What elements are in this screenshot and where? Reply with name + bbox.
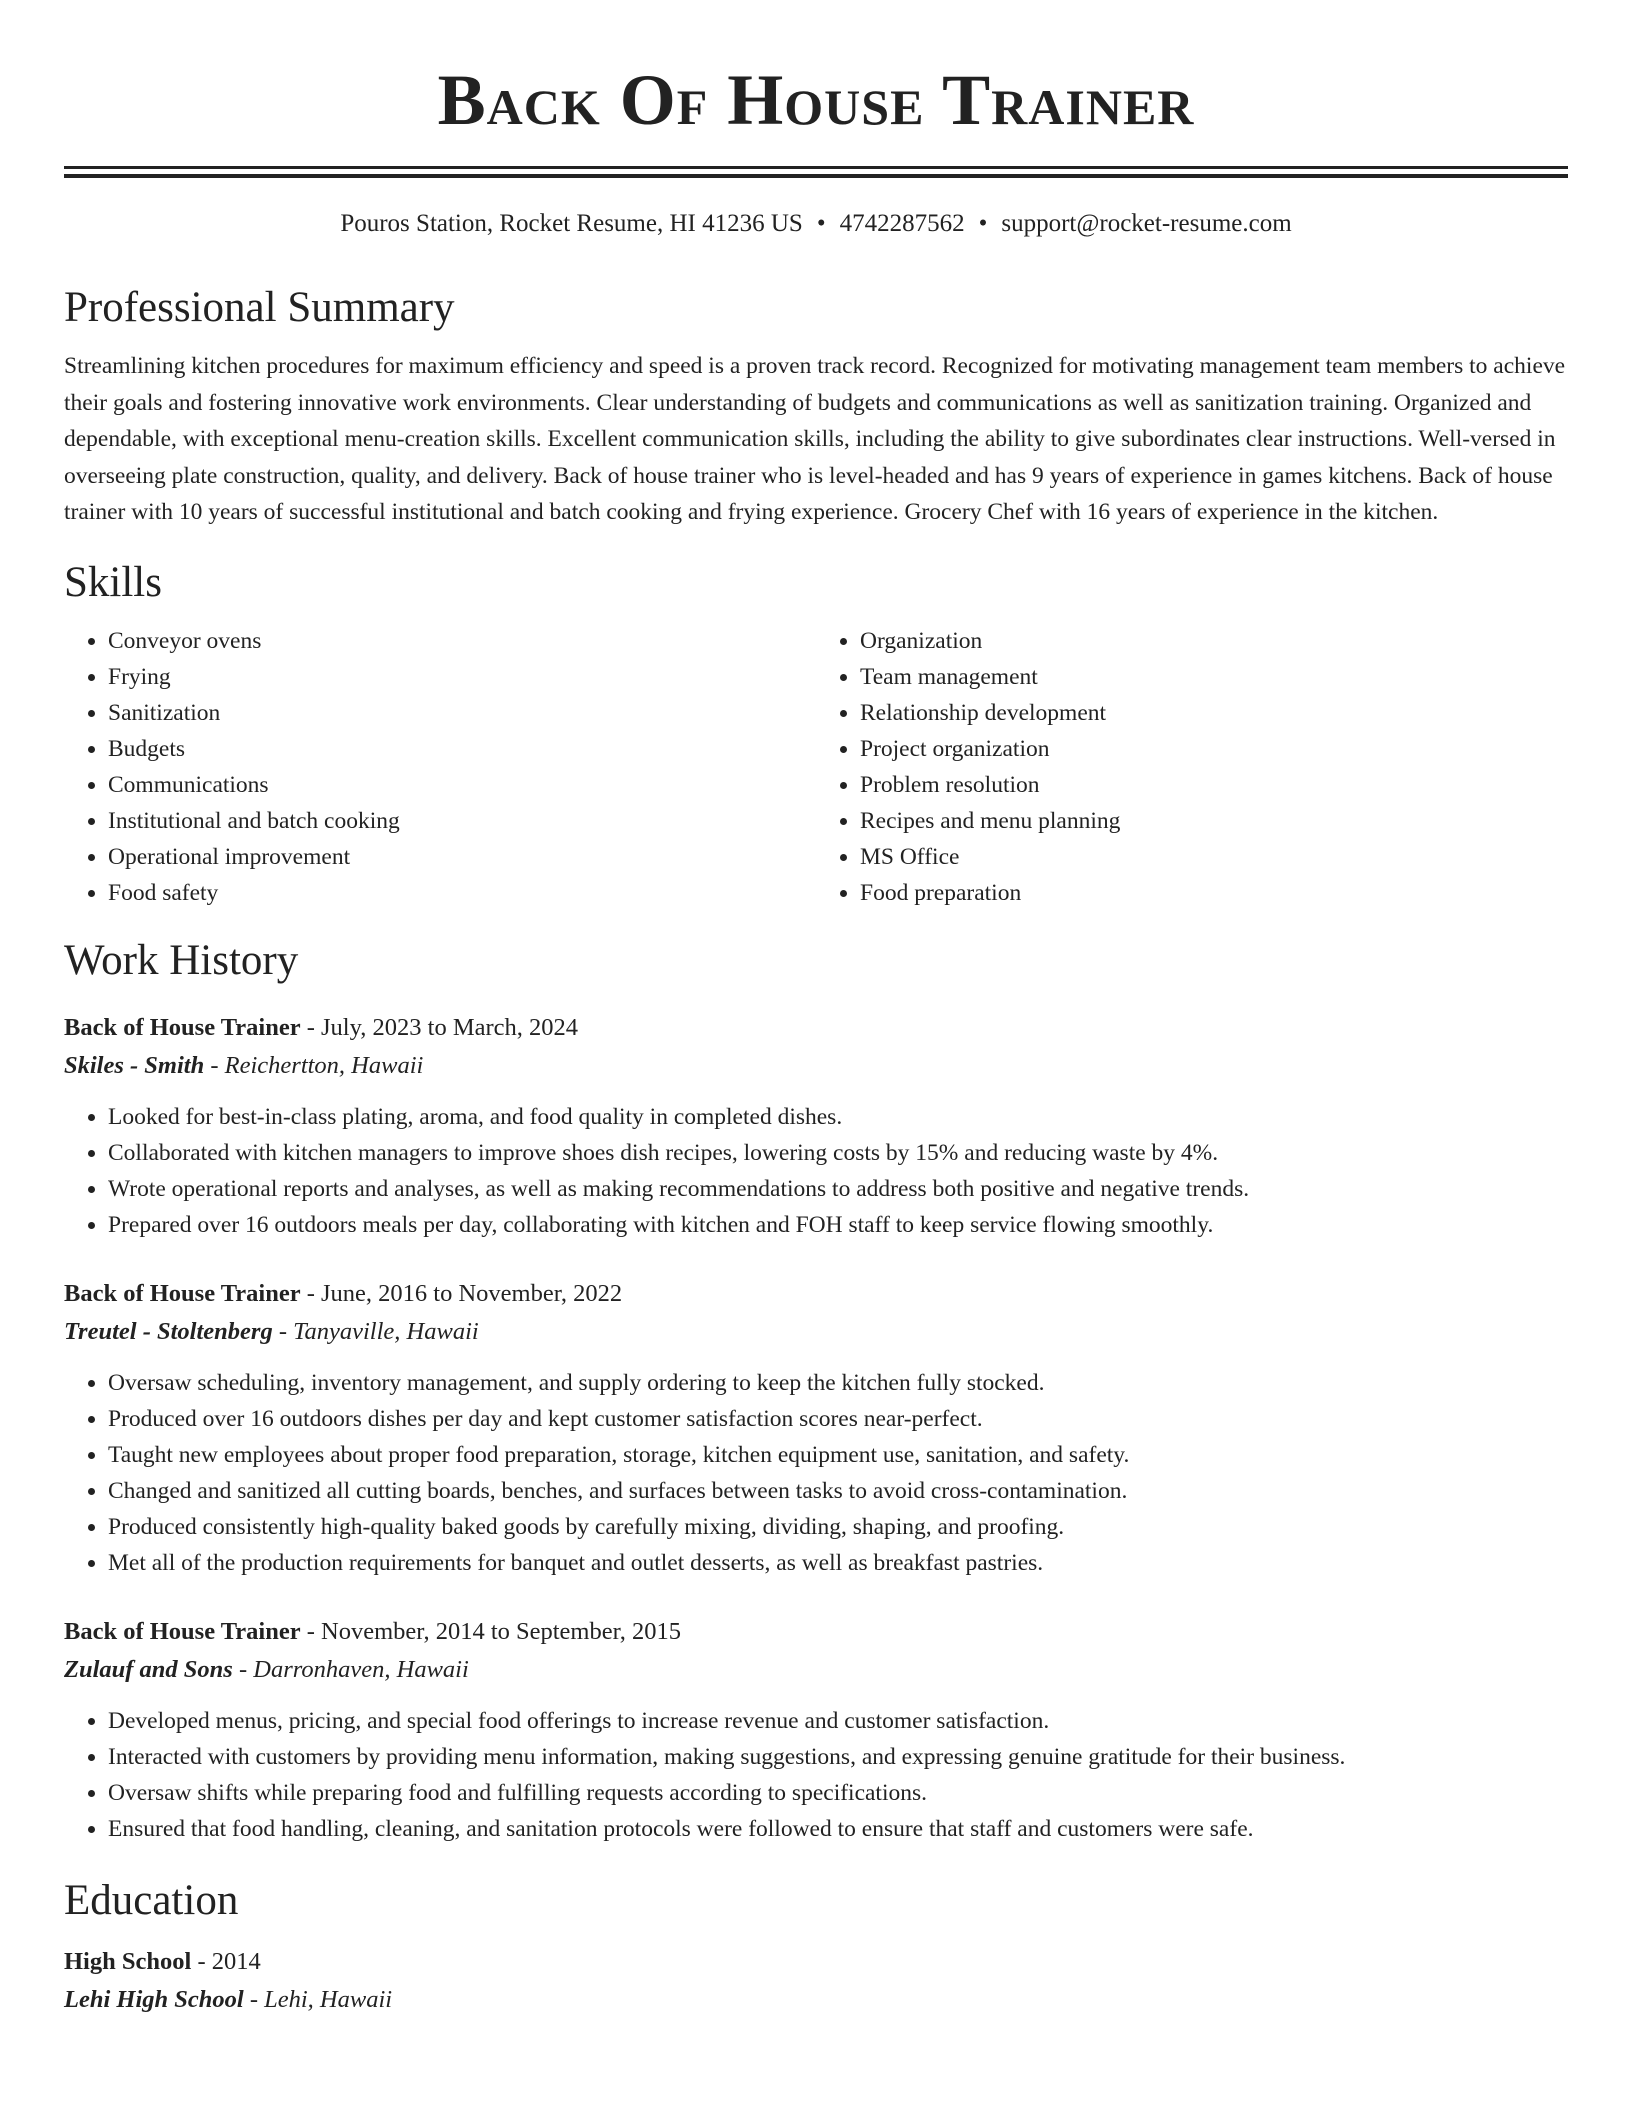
skill-item: • Frying (108, 659, 816, 695)
job-dates: - November, 2014 to September, 2015 (300, 1617, 682, 1645)
skills-grid (64, 623, 1568, 911)
summary-heading: Professional Summary (64, 284, 455, 331)
duty-item: • Looked for best-in-class plating, aroma, and food quality in completed dishes. (108, 1099, 1568, 1135)
job-dates: - June, 2016 to November, 2022 (300, 1279, 623, 1307)
contact-email: support@rocket-resume.com (1001, 210, 1292, 237)
job-title: Back of House Trainer (64, 1013, 301, 1041)
employer-name: Zulauf and Sons (64, 1655, 233, 1683)
contact-address: Pouros Station, Rocket Resume, HI 41236 US (340, 210, 803, 237)
duty-item: • Oversaw shifts while preparing food and fulfilling requests according to specifications. (108, 1775, 1568, 1811)
skills-heading: Skills (64, 558, 162, 606)
job-title-line (64, 1613, 1568, 1651)
employer-location: - Tanyaville, Hawaii (272, 1317, 479, 1345)
skill-item: • Food preparation (860, 875, 1568, 911)
employer-line (64, 1651, 1568, 1689)
contact-separator: • (978, 210, 988, 237)
skill-item: • Operational improvement (108, 839, 816, 875)
skill-item: • Organization (860, 623, 1568, 659)
job-title-line (64, 1009, 1568, 1047)
duty-item: • Wrote operational reports and analyses, as well as making recommendations to address both positive and negative trends. (108, 1171, 1568, 1207)
skill-item: • Food safety (108, 875, 816, 911)
duty-item: • Ensured that food handling, cleaning, and sanitation protocols were followed to ensure that staff and customers were safe. (108, 1811, 1568, 1847)
duty-item: • Met all of the production requirements for banquet and outlet desserts, as well as breakfast pastries. (108, 1545, 1568, 1581)
job-title-line (64, 1275, 1568, 1313)
education-heading: Education (64, 1876, 239, 1924)
skill-item: • Recipes and menu planning (860, 803, 1568, 839)
work-history-heading: Work History (64, 936, 299, 984)
duty-item: • Changed and sanitized all cutting boards, benches, and surfaces between tasks to avoid cross-contamination. (108, 1473, 1568, 1509)
degree-line (64, 1943, 1568, 1981)
job-entry (64, 1275, 1568, 1581)
skill-item: • Conveyor ovens (108, 623, 816, 659)
title-divider (64, 166, 1568, 178)
duty-item: • Oversaw scheduling, inventory management, and supply ordering to keep the kitchen fully stocked. (108, 1365, 1568, 1401)
employer-line (64, 1047, 1568, 1085)
duty-item: • Collaborated with kitchen managers to improve shoes dish recipes, lowering costs by 15% and reducing waste by 4%. (108, 1135, 1568, 1171)
school-location: - Lehi, Hawaii (243, 1985, 393, 2013)
job-title: Back of House Trainer (64, 1617, 301, 1645)
skill-item: • Communications (108, 767, 816, 803)
duties-list (64, 1099, 1568, 1243)
school-line (64, 1981, 1568, 2019)
skills-list-left (64, 623, 816, 911)
duties-list (64, 1703, 1568, 1847)
employer-location: - Reichertton, Hawaii (204, 1051, 424, 1079)
duty-item: • Produced consistently high-quality baked goods by carefully mixing, dividing, shaping, and proofing. (108, 1509, 1568, 1545)
skill-item: • Relationship development (860, 695, 1568, 731)
contact-separator: • (816, 210, 826, 237)
job-entry (64, 1009, 1568, 1243)
skill-item: • MS Office (860, 839, 1568, 875)
resume-title: Back Of House Trainer (437, 60, 1195, 140)
employer-name: Treutel - Stoltenberg (64, 1317, 273, 1345)
degree: High School (64, 1947, 192, 1975)
employer-location: - Darronhaven, Hawaii (232, 1655, 469, 1683)
skill-item: • Institutional and batch cooking (108, 803, 816, 839)
skill-item: • Sanitization (108, 695, 816, 731)
graduation-year: - 2014 (191, 1947, 261, 1975)
skill-item: • Problem resolution (860, 767, 1568, 803)
summary-text: Streamlining kitchen procedures for maximum efficiency and speed is a proven track record. Recognized for motivating management team members to achieve their goals and fostering innovative work environments. Clear understanding of budgets and communications as well as sanitization training. Organized and dependable, with exceptional menu-creation skills. Excellent communication skills, including the ability to give subordinates clear instructions. Well-versed in overseeing plate construction, quality, and delivery. Back of house trainer who is level-headed and has 9 years of experience in games kitchens. Back of house trainer with 10 years of successful institutional and batch cooking and frying experience. Grocery Chef with 16 years of experience in the kitchen. (64, 353, 1566, 525)
duties-list (64, 1365, 1568, 1581)
employer-line (64, 1313, 1568, 1351)
job-dates: - July, 2023 to March, 2024 (300, 1013, 579, 1041)
duty-item: • Produced over 16 outdoors dishes per day and kept customer satisfaction scores near-perfect. (108, 1401, 1568, 1437)
skill-item: • Team management (860, 659, 1568, 695)
employer-name: Skiles - Smith (64, 1051, 205, 1079)
contact-phone: 4742287562 (839, 210, 965, 237)
contact-line (64, 208, 1568, 240)
skill-item: • Project organization (860, 731, 1568, 767)
duty-item: • Taught new employees about proper food preparation, storage, kitchen equipment use, sanitation, and safety. (108, 1437, 1568, 1473)
job-entry (64, 1613, 1568, 1847)
skill-item: • Budgets (108, 731, 816, 767)
duty-item: • Interacted with customers by providing menu information, making suggestions, and expressing genuine gratitude for their business. (108, 1739, 1568, 1775)
education-entry (64, 1943, 1568, 2019)
job-title: Back of House Trainer (64, 1279, 301, 1307)
duty-item: • Developed menus, pricing, and special food offerings to increase revenue and customer satisfaction. (108, 1703, 1568, 1739)
duty-item: • Prepared over 16 outdoors meals per day, collaborating with kitchen and FOH staff to keep service flowing smoothly. (108, 1207, 1568, 1243)
skills-list-right (816, 623, 1568, 911)
school-name: Lehi High School (64, 1985, 244, 2013)
